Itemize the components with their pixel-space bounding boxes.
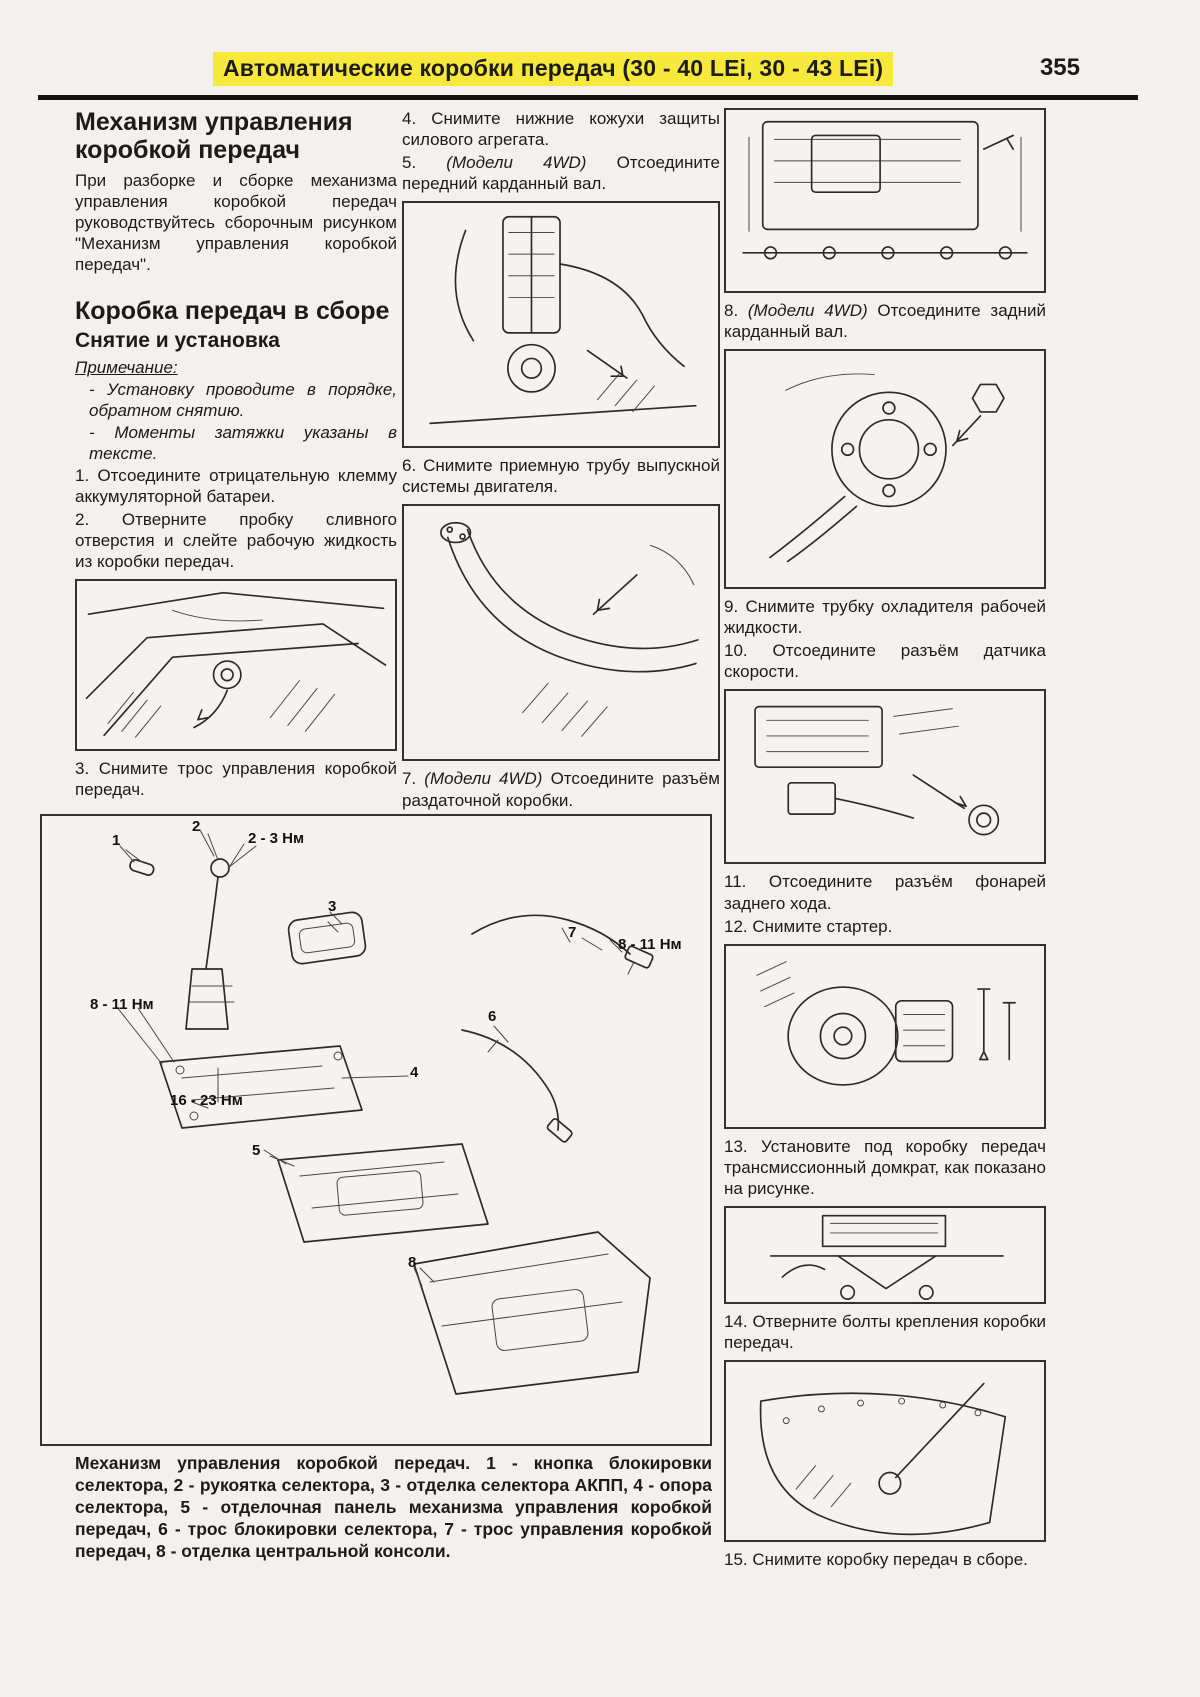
callout-3: 3 <box>328 898 337 915</box>
illustration-starter-motor <box>724 944 1046 1129</box>
page-title: Автоматические коробки передач (30 - 40 LEi, 30 - 43 LEi) <box>213 52 893 86</box>
illustration-speed-sensor-connector <box>724 689 1046 864</box>
callout-7: 7 <box>568 924 577 941</box>
torque-label-knob: 2 - 3 Нм <box>248 830 305 847</box>
torque-label-right: 8 - 11 Нм <box>618 936 682 953</box>
callout-2: 2 <box>192 818 201 835</box>
torque-label-left: 8 - 11 Нм <box>90 996 154 1013</box>
illustration-drain-plug <box>75 579 397 751</box>
page-header <box>38 48 1138 92</box>
column-right <box>724 108 1046 1572</box>
torque-label-plate: 16 - 23 Нм <box>170 1092 243 1109</box>
callout-5: 5 <box>252 1142 261 1159</box>
step-8-model-note: (Модели 4WD) <box>747 301 868 320</box>
step-6-text: 6. Снимите приемную трубу выпускной системы двигателя. <box>402 456 720 497</box>
column-left <box>75 108 397 802</box>
illustration-transfer-case-connector <box>724 108 1046 293</box>
callout-6: 6 <box>488 1008 497 1025</box>
step-4-text: 4. Снимите нижние кожухи защиты силового агрегата. <box>402 109 720 150</box>
note-label: Примечание: <box>75 357 178 377</box>
note-item-1: - Установку проводите в порядке, обратном снятию. <box>89 379 397 420</box>
step-8-text: 8. (Модели 4WD) Отсоедините задний карданный вал. <box>724 301 1046 342</box>
column-middle <box>402 108 720 813</box>
callout-1: 1 <box>112 832 121 849</box>
illustration-exhaust-front-pipe <box>402 504 720 761</box>
step-5-text: 5. (Модели 4WD) Отсоедините передний карданный вал. <box>402 153 720 194</box>
section-title-transmission-assembly: Коробка передач в сборе <box>75 297 390 326</box>
step-11-text: 11. Отсоедините разъём фонарей заднего хода. <box>724 872 1046 913</box>
callout-4: 4 <box>410 1064 419 1081</box>
illustration-front-propeller-shaft <box>402 201 720 448</box>
step-7-model-note: (Модели 4WD) <box>424 769 543 789</box>
illustration-rear-propeller-shaft <box>724 349 1046 589</box>
step-1-text: 1. Отсоедините отрицательную клемму аккумуляторной батареи. <box>75 465 397 506</box>
section-intro-text: При разборке и сборке механизма управления коробкой передач руководствуйтесь сборочным рисунком "Механизм управления коробкой передач". <box>75 171 397 275</box>
step-15-text: 15. Снимите коробку передач в сборе. <box>724 1550 1028 1570</box>
step-2-text: 2. Отверните пробку сливного отверстия и слейте рабочую жидкость из коробки передач. <box>75 510 397 572</box>
callout-8: 8 <box>408 1254 417 1271</box>
note-item-2: - Моменты затяжки указаны в тексте. <box>89 422 397 463</box>
section-title-shift-mechanism: Механизм управления коробкой передач <box>75 108 353 164</box>
step-3-text: 3. Снимите трос управления коробкой передач. <box>75 759 397 800</box>
figure-shift-mechanism-exploded <box>40 814 712 1446</box>
step-9-text: 9. Снимите трубку охладителя рабочей жидкости. <box>724 597 1046 638</box>
illustration-mounting-bolts-wrench <box>724 1360 1046 1542</box>
step-5-model-note: (Модели 4WD) <box>446 153 587 173</box>
step-13-text: 13. Установите под коробку передач трансмиссионный домкрат, как показано на рисунке. <box>724 1136 1046 1198</box>
step-14-text: 14. Отверните болты крепления коробки передач. <box>724 1311 1046 1353</box>
step-10-text: 10. Отсоедините разъём датчика скорости. <box>724 641 1046 682</box>
figure-caption: Механизм управления коробкой передач. 1 - кнопка блокировки селектора, 2 - рукоятка селектора, 3 - отделка селектора АКПП, 4 - опора селектора, 5 - отделочная панель механизма управления коробкой передач, 6 - трос блокировки селектора, 7 - трос управления коробкой передач, 8 - отделка центральной консоли. <box>75 1453 712 1562</box>
subsection-title-removal-installation: Снятие и установка <box>75 329 280 353</box>
page-number: 355 <box>1039 54 1080 81</box>
header-rule <box>38 95 1138 100</box>
step-7-text: 7. (Модели 4WD) Отсоедините разъём раздаточной коробки. <box>402 769 720 810</box>
step-12-text: 12. Снимите стартер. <box>724 916 893 936</box>
illustration-transmission-jack <box>724 1206 1046 1304</box>
